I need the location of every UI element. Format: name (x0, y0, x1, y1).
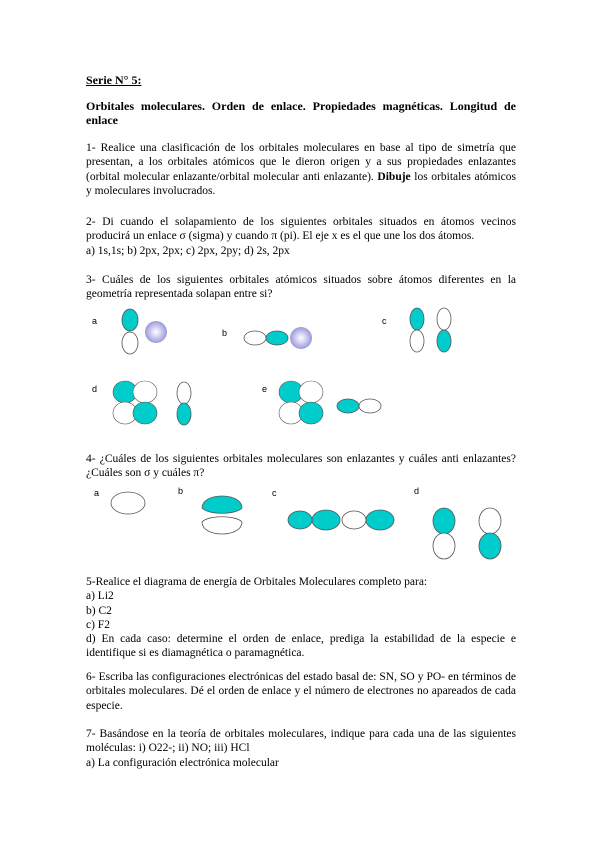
q5-item-b: b) C2 (86, 604, 112, 617)
q3-label-e: e (262, 384, 268, 394)
q3-label-a: a (92, 316, 98, 326)
q1-bold-word: Dibuje (377, 170, 411, 183)
q3-a-p-orbital (122, 309, 138, 354)
q3-e-p-orbital (337, 399, 381, 413)
q4-b-pi-orbital (202, 496, 242, 534)
q3-e-d-orbital (279, 381, 323, 424)
q3-label-b: b (222, 328, 228, 338)
q2-text: 2- Di cuando el solapamiento de los siguientes orbitales situados en átomos vecinos producirá un enlace σ (sigma) y cuando π (pi). El eje x es el que une los dos átomos. (86, 216, 516, 243)
q1-text-a: 1- Realice una clasificación de los orbitales moleculares en base al tipo de simetría que presentan, a los orbitales atómicos que le dieron origen y a sus propiedades enlazantes (orbital molecular enlazante/orbital molecular anti enlazante). (86, 142, 516, 183)
q4-orbital-figure (86, 482, 516, 564)
q5-item-c: c) F2 (86, 618, 110, 631)
q4-c-sigma-bonding (288, 510, 340, 530)
question-3 (86, 273, 516, 302)
question-5 (86, 575, 516, 661)
q4-d-pi-bonding (433, 508, 455, 559)
q3-label-c: c (382, 316, 387, 326)
q3-label-d: d (92, 384, 98, 394)
q5-item-d: d) En cada caso: determine el orden de enlace, prediga la estabilidad de la especie e identifique si es diamagnética o paramagnética. (86, 633, 516, 660)
q3-b-s-orbital (290, 327, 312, 349)
series-subtitle: Orbitales moleculares. Orden de enlace. Propiedades magnéticas. Longitud de enlace (86, 99, 516, 127)
q1-text-b: los orbitales atómicos y moleculares involucrados. (86, 170, 517, 197)
q4-a-sigma-1s (111, 492, 145, 514)
q4-label-d: d (414, 486, 420, 496)
q3-c-p-orbital-1 (410, 308, 424, 352)
q5-item-a: a) Li2 (86, 590, 114, 603)
q4-label-c: c (272, 488, 277, 498)
q3-b-p-orbital (244, 331, 288, 345)
q4-label-b: b (178, 486, 184, 496)
series-title: Serie N° 5: (86, 73, 142, 87)
q3-c-p-orbital-2 (437, 308, 451, 352)
q3-d-d-orbital (113, 381, 157, 424)
q3-text: 3- Cuáles de los siguientes orbitales atómicos situados sobre átomos diferentes en la geometría representada solapan entre si? (86, 274, 516, 301)
question-1 (86, 141, 516, 198)
question-4 (86, 452, 516, 481)
q4-d-pi-antibonding (479, 508, 501, 559)
q3-orbital-figure (86, 306, 516, 430)
q6-text: 6- Escriba las configuraciones electrónicas del estado basal de: SN, SO y PO- en términos de orbitales moleculares. Dé el orden de enlace y el número de electrones no apareados de cada especie. (86, 671, 516, 712)
q3-d-p-orbital (177, 382, 191, 425)
q7-item-a: a) La configuración electrónica molecular (86, 756, 279, 769)
q4-text: 4- ¿Cuáles de los siguientes orbitales moleculares son enlazantes y cuáles anti enlazantes? ¿Cuáles son σ y cuáles π? (86, 453, 516, 480)
q4-c-sigma-antibonding (342, 510, 394, 530)
question-2 (86, 215, 516, 258)
question-6 (86, 670, 516, 713)
q5-text: 5-Realice el diagrama de energía de Orbitales Moleculares completo para: (86, 576, 428, 588)
question-7 (86, 727, 516, 770)
q3-a-s-orbital (145, 321, 167, 343)
q7-text: 7- Basándose en la teoría de orbitales moleculares, indique para cada una de las siguientes moléculas: i) O22-; ii) NO; iii) HCl (86, 728, 516, 755)
q4-label-a: a (94, 488, 100, 498)
q2-options: a) 1s,1s; b) 2px, 2px; c) 2px, 2py; d) 2s, 2px (86, 244, 290, 257)
